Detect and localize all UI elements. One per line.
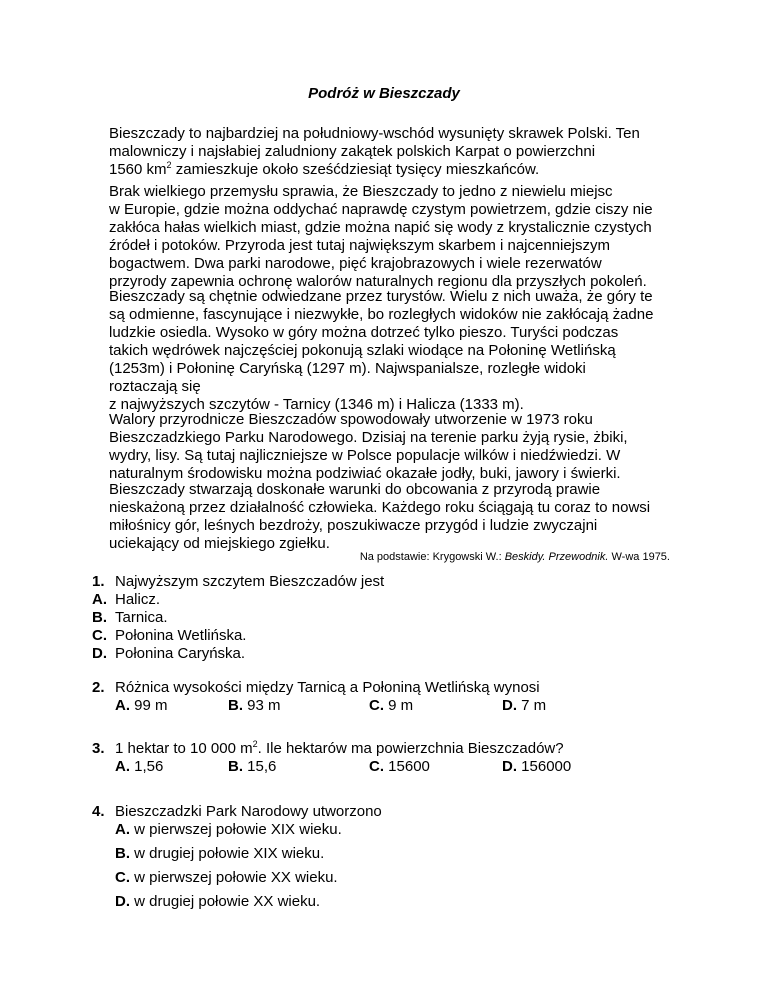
q2-option-c[interactable]	[369, 697, 413, 715]
option-letter: D.	[115, 893, 130, 910]
option-text: Połonina Wetlińska.	[115, 627, 247, 644]
option-text: w pierwszej połowie XX wieku.	[130, 869, 338, 886]
question-text: Najwyższym szczytem Bieszczadów jest	[115, 573, 385, 590]
paragraph-conditions	[109, 481, 679, 553]
text-line: zakłóca hałas wielkich miast, gdzie można napić się wody z krystalicznie czystych	[109, 219, 652, 236]
question-3	[92, 740, 564, 758]
text-fragment: 1560 km	[109, 161, 167, 178]
question-number: 1.	[92, 573, 105, 590]
option-letter: D.	[502, 697, 517, 714]
option-text: 93 m	[243, 697, 281, 714]
option-letter: C.	[369, 758, 384, 775]
text-line: bogactwem. Dwa parki narodowe, pięć krajobrazowych i wiele rezerwatów	[109, 255, 602, 272]
question-text: Różnica wysokości między Tarnicą a Połoniną Wetlińską wynosi	[115, 679, 540, 696]
option-text: w pierwszej połowie XIX wieku.	[130, 821, 342, 838]
option-letter: A.	[92, 591, 107, 608]
q3-options	[115, 758, 615, 776]
paragraph-nature	[109, 183, 679, 291]
text-line: nieskażoną przez działalność człowieka. Każdego roku ściągają tu coraz to nowsi	[109, 499, 651, 516]
source-suffix: W-wa 1975.	[608, 551, 670, 563]
text-line: uciekający od miejskiego zgiełku.	[109, 535, 330, 552]
q1-option-c[interactable]	[92, 627, 246, 645]
text-line: Walory przyrodnicze Bieszczadów spowodowały utworzenie w 1973 roku	[109, 411, 593, 428]
q4-option-c[interactable]	[115, 869, 338, 887]
question-number: 3.	[92, 740, 105, 757]
source-book-title: Beskidy. Przewodnik.	[504, 551, 609, 563]
q1-option-b[interactable]	[92, 609, 168, 627]
option-letter: D.	[502, 758, 517, 775]
q3-option-b[interactable]	[228, 758, 276, 776]
source-citation	[360, 550, 670, 564]
question-text: . Ile hektarów ma powierzchnia Bieszczadów?	[257, 740, 564, 757]
text-line: naturalnym środowisku można podziwiać okazałe jodły, buki, jawory i świerki.	[109, 465, 621, 482]
option-text: 156000	[517, 758, 572, 775]
text-line: z najwyższych szczytów - Tarnicy (1346 m) i Halicza (1333 m).	[109, 396, 524, 413]
text-line: (1253m) i Połoninę Caryńską (1297 m). Najwspanialsze, rozległe widoki	[109, 360, 586, 377]
option-text: 7 m	[517, 697, 547, 714]
text-fragment: zamieszkuje około sześćdziesiąt tysięcy mieszkańców.	[171, 161, 540, 178]
option-text: 9 m	[384, 697, 414, 714]
option-text: Halicz.	[115, 591, 161, 608]
option-text: w drugiej połowie XX wieku.	[130, 893, 321, 910]
question-number: 4.	[92, 803, 105, 820]
page-title: Podróż w Bieszczady	[308, 85, 460, 102]
q1-option-d[interactable]	[92, 645, 245, 663]
option-letter: D.	[92, 645, 107, 662]
q1-option-a[interactable]	[92, 591, 160, 609]
paragraph-intro	[109, 125, 679, 179]
question-text: Bieszczadzki Park Narodowy utworzono	[115, 803, 382, 820]
q2-option-d[interactable]	[502, 697, 546, 715]
text-line: Bieszczady są chętnie odwiedzane przez turystów. Wielu z nich uważa, że góry te	[109, 288, 653, 305]
q2-options	[115, 697, 615, 715]
text-line: roztaczają się	[109, 378, 201, 395]
source-prefix: Na podstawie: Krygowski W.:	[359, 551, 505, 563]
question-4	[92, 803, 382, 821]
question-1	[92, 573, 384, 591]
option-letter: C.	[369, 697, 384, 714]
text-line: Bieszczady stwarzają doskonałe warunki do obcowania z przyrodą prawie	[109, 481, 601, 498]
option-text: 15600	[384, 758, 430, 775]
q4-option-b[interactable]	[115, 845, 324, 863]
option-letter: A.	[115, 758, 130, 775]
q2-option-a[interactable]	[115, 697, 168, 715]
option-text: w drugiej połowie XIX wieku.	[130, 845, 325, 862]
paragraph-park	[109, 411, 679, 483]
text-line	[109, 161, 679, 179]
option-letter: B.	[115, 845, 130, 862]
text-line: takich wędrówek najczęściej pokonują szlaki wiodące na Połoninę Wetlińską	[109, 342, 616, 359]
option-letter: C.	[92, 627, 107, 644]
text-line: przyrody zapewnia ochronę walorów naturalnych regionu dla przyszłych pokoleń.	[109, 273, 647, 290]
text-line: malowniczy i najsłabiej zaludniony zakątek polskich Karpat o powierzchni	[109, 143, 596, 160]
text-line: w Europie, gdzie można oddychać naprawdę czystym powietrzem, gdzie ciszy nie	[109, 201, 653, 218]
text-line: wydry, lisy. Są tutaj najliczniejsze w Polsce populacje wilków i niedźwiedzi. W	[109, 447, 621, 464]
option-letter: B.	[92, 609, 107, 626]
q3-option-a[interactable]	[115, 758, 163, 776]
question-2	[92, 679, 540, 697]
option-letter: C.	[115, 869, 130, 886]
question-number: 2.	[92, 679, 105, 696]
q3-option-d[interactable]	[502, 758, 571, 776]
text-line: są odmienne, fascynujące i niezwykłe, bo rozległych widoków nie zakłócają żadne	[109, 306, 654, 323]
q2-option-b[interactable]	[228, 697, 281, 715]
question-text: 1 hektar to 10 000 m	[115, 740, 253, 757]
option-letter: B.	[228, 697, 243, 714]
option-text: 15,6	[243, 758, 277, 775]
text-line: Bieszczadzkiego Parku Narodowego. Dzisiaj na terenie parku żyją rysie, żbiki,	[109, 429, 628, 446]
paragraph-tourists	[109, 288, 679, 414]
q3-option-c[interactable]	[369, 758, 430, 776]
q4-option-a[interactable]	[115, 821, 342, 839]
superscript: 2	[166, 160, 172, 170]
option-text: 1,56	[130, 758, 164, 775]
q4-option-d[interactable]	[115, 893, 320, 911]
superscript: 2	[252, 739, 258, 749]
option-text: 99 m	[130, 697, 168, 714]
option-letter: B.	[228, 758, 243, 775]
option-text: Połonina Caryńska.	[115, 645, 246, 662]
text-line: ludzkie osiedla. Wysoko w góry można dotrzeć tylko pieszo. Turyści podczas	[109, 324, 619, 341]
text-line: źródeł i potoków. Przyroda jest tutaj największym skarbem i najcenniejszym	[109, 237, 611, 254]
text-line: Bieszczady to najbardziej na południowy-wschód wysunięty skrawek Polski. Ten	[109, 125, 640, 142]
text-line: Brak wielkiego przemysłu sprawia, że Bieszczady to jedno z niewielu miejsc	[109, 183, 613, 200]
option-text: Tarnica.	[115, 609, 168, 626]
text-line: miłośnicy gór, leśnych bezdroży, poszukiwacze przygód i ludzie zwyczajni	[109, 517, 598, 534]
option-letter: A.	[115, 821, 130, 838]
option-letter: A.	[115, 697, 130, 714]
